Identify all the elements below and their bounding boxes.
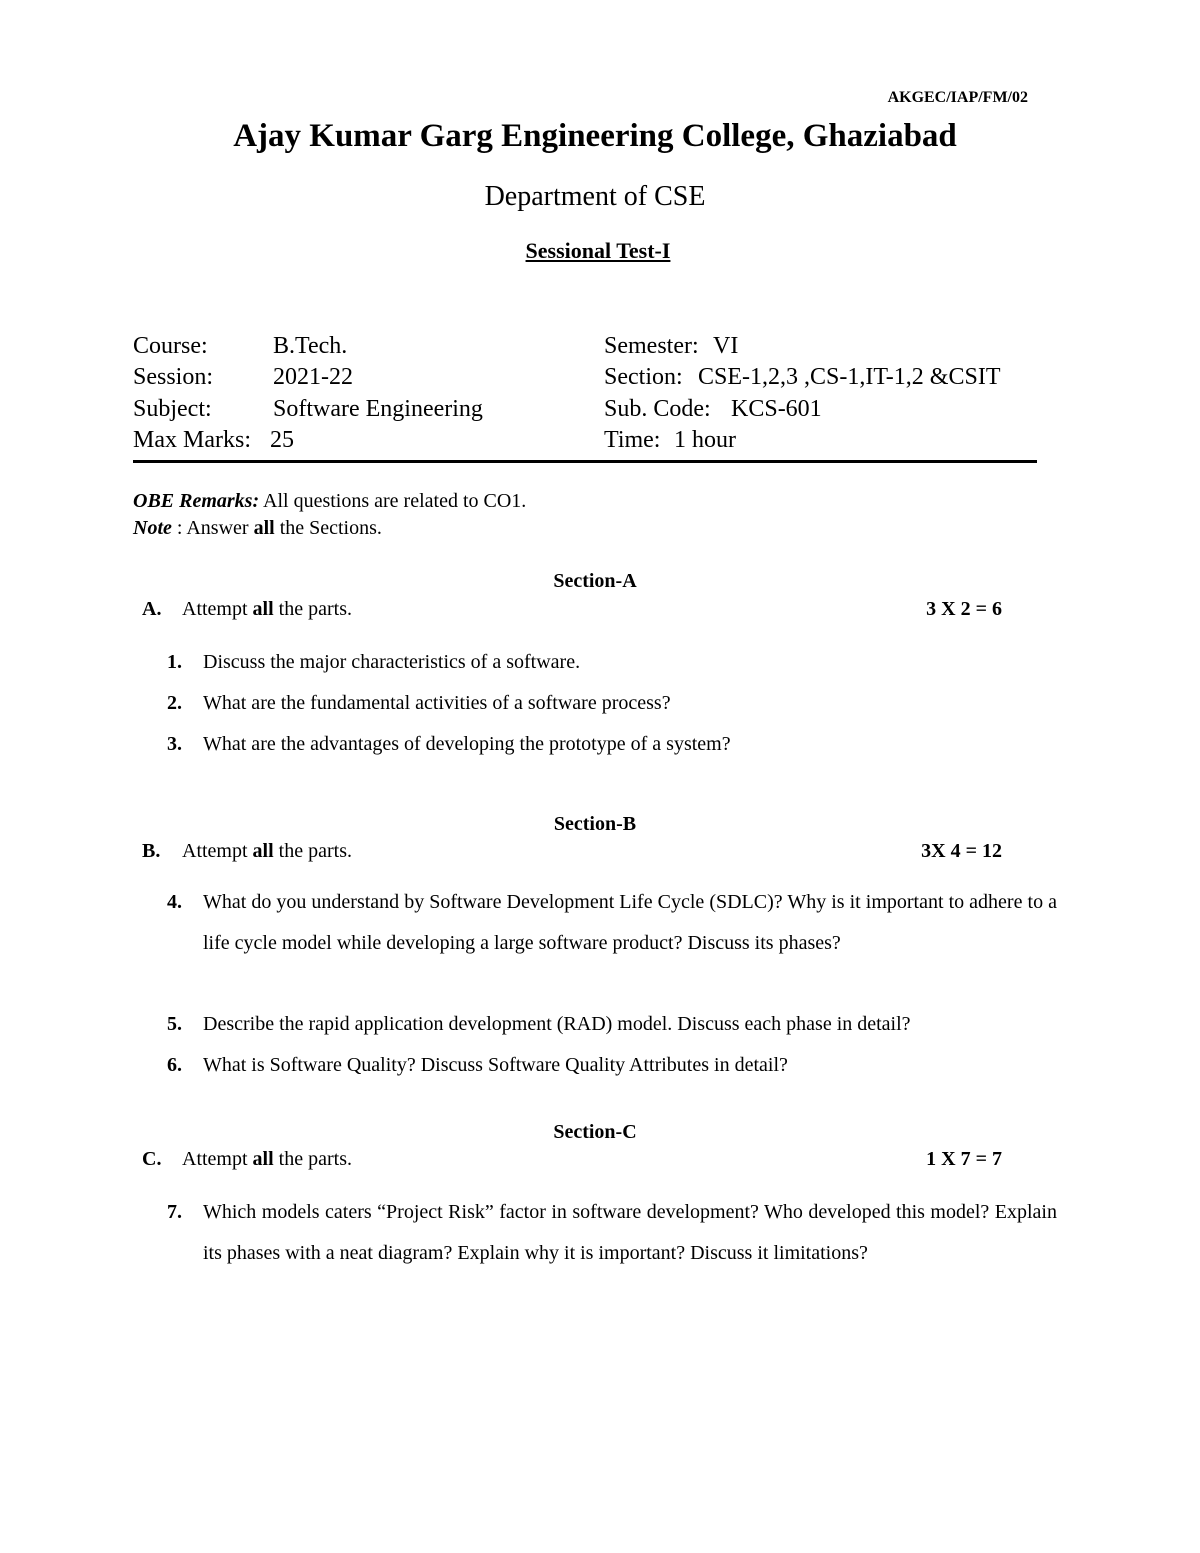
- subject-value: Software Engineering: [273, 396, 483, 422]
- time-value: 1 hour: [674, 427, 736, 453]
- course-value: B.Tech.: [273, 333, 348, 359]
- form-code: AKGEC/IAP/FM/02: [887, 89, 1028, 106]
- course-label: Course:: [133, 333, 208, 359]
- instr-post: the parts.: [273, 598, 352, 620]
- semester-label: Semester:: [604, 333, 699, 359]
- section-b-instruction: [142, 840, 1002, 863]
- instr-bold: all: [252, 840, 274, 862]
- instr-post: the parts.: [273, 840, 352, 862]
- question-text: Discuss the major characteristics of a software.: [203, 651, 581, 673]
- question-text: What are the fundamental activities of a software process?: [203, 692, 671, 714]
- section-c-title: Section-C: [553, 1121, 637, 1143]
- info-block: [133, 331, 1053, 455]
- question: [167, 1045, 1057, 1086]
- subcode-label: Sub. Code:: [604, 396, 711, 422]
- note-post: the Sections.: [274, 517, 382, 539]
- question-number: 3.: [167, 733, 182, 755]
- session-value: 2021-22: [273, 364, 353, 390]
- question-number: 4.: [167, 891, 182, 913]
- section-a-letter: A.: [142, 598, 162, 620]
- remarks-block: [133, 488, 526, 542]
- college-name: Ajay Kumar Garg Engineering College, Ghaziabad: [233, 118, 957, 154]
- instr-bold: all: [252, 1148, 274, 1170]
- obe-remarks: [133, 488, 526, 515]
- question: [167, 724, 1057, 765]
- question-number: 1.: [167, 651, 182, 673]
- instr-pre: Attempt: [182, 598, 253, 620]
- section-a-title: Section-A: [553, 570, 637, 592]
- question-number: 5.: [167, 1013, 182, 1035]
- question: [167, 1192, 1057, 1274]
- question-number: 6.: [167, 1054, 182, 1076]
- instr-bold: all: [252, 598, 274, 620]
- section-b-letter: B.: [142, 840, 161, 862]
- question-text: What are the advantages of developing the prototype of a system?: [203, 733, 731, 755]
- time-label: Time:: [604, 427, 661, 453]
- question: [167, 683, 1057, 724]
- question-number: 2.: [167, 692, 182, 714]
- semester-value: VI: [713, 333, 739, 359]
- maxmarks-label: Max Marks:: [133, 427, 251, 453]
- obe-text: All questions are related to CO1.: [263, 490, 527, 512]
- session-label: Session:: [133, 364, 214, 390]
- note-bold: all: [253, 517, 275, 539]
- section-b-title: Section-B: [553, 813, 637, 835]
- question-text: What is Software Quality? Discuss Software Quality Attributes in detail?: [203, 1054, 788, 1076]
- instr-post: the parts.: [273, 1148, 352, 1170]
- note-label: Note: [133, 517, 172, 539]
- section-c-letter: C.: [142, 1148, 162, 1170]
- section-label: Section:: [604, 364, 683, 390]
- note-pre: : Answer: [171, 517, 254, 539]
- section-a-marks: 3 X 2 = 6: [926, 598, 1002, 620]
- question-text: Which models caters “Project Risk” factor in software development? Who developed this model? Explain its phases with a neat diagram? Explain why it is important? Discuss it limitations?: [203, 1201, 1057, 1264]
- question-number: 7.: [167, 1201, 182, 1223]
- maxmarks-value: 25: [270, 427, 294, 453]
- instr-pre: Attempt: [182, 1148, 253, 1170]
- section-value: CSE-1,2,3 ,CS-1,IT-1,2 &CSIT: [698, 364, 1001, 390]
- header-divider: [133, 460, 1037, 463]
- obe-label: OBE Remarks:: [133, 490, 260, 512]
- question: [167, 882, 1057, 964]
- question: [167, 642, 1057, 683]
- subcode-value: KCS-601: [731, 396, 822, 422]
- test-title: Sessional Test-I: [525, 238, 671, 263]
- department-name: Department of CSE: [484, 181, 706, 212]
- question-text: What do you understand by Software Development Life Cycle (SDLC)? Why is it important to adhere to a life cycle model while developing a large software product? Discuss its phases?: [203, 891, 1057, 954]
- question-text: Describe the rapid application development (RAD) model. Discuss each phase in detail?: [203, 1013, 911, 1035]
- question: [167, 1004, 1057, 1045]
- section-a-instruction: [142, 598, 1002, 621]
- section-c-instruction: [142, 1148, 1002, 1171]
- subject-label: Subject:: [133, 396, 212, 422]
- section-c-marks: 1 X 7 = 7: [926, 1148, 1002, 1170]
- section-b-marks: 3X 4 = 12: [921, 840, 1002, 862]
- note-line: [133, 515, 526, 542]
- instr-pre: Attempt: [182, 840, 253, 862]
